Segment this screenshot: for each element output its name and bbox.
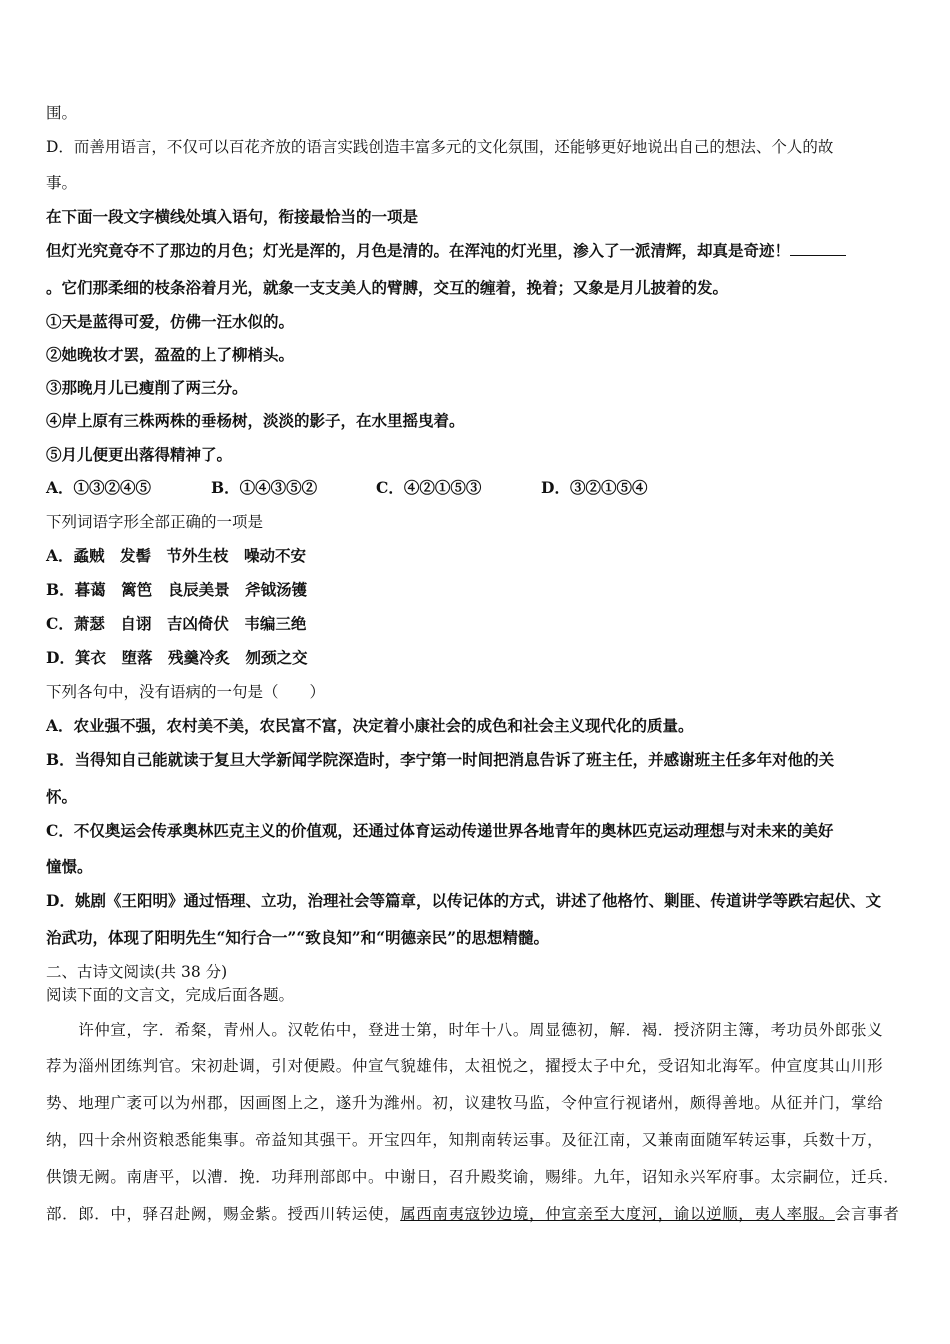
underlined-sentence: 属西南夷寇钞边境，仲宣亲至大度河，谕以逆顺，夷人率服。	[400, 1205, 835, 1223]
words-option-c: C．萧瑟 自诩 吉凶倚伏 韦编三绝	[46, 614, 307, 633]
fill-item-3: ③那晚月儿已瘦削了两三分。	[46, 378, 248, 397]
fill-passage-line1	[46, 241, 846, 261]
words-option-a: A．蟊贼 发髻 节外生枝 噪动不安	[46, 546, 307, 565]
sentence-option-d-line2: 治武功，体现了阳明先生“知行合一”“致良知”和“明德亲民”的思想精髓。	[46, 928, 549, 947]
words-option-b: B．暮蔼 篱笆 良辰美景 斧钺汤镬	[46, 580, 308, 599]
fill-option-d: D．③②①⑤④	[541, 478, 648, 497]
classical-text-segment: 部．郎．中，驿召赴阙，赐金紫。授西川转运使，	[46, 1205, 401, 1223]
classical-text-line2: 荐为淄州团练判官。宋初赴调，引对便殿。仲宣气貌雄伟，太祖悦之，擢授太子中允，受诏知北海军。仲宣度其山川形	[46, 1057, 884, 1075]
option-d-line1: D．而善用语言，不仅可以百花齐放的语言实践创造丰富多元的文化氛围，还能够更好地说出自己的想法、个人的故	[46, 138, 834, 156]
classical-text-line1: 许仲宣，字．希粲，青州人。汉乾佑中，登进士第，时年十八。周显德初，解．褐．授济阴主簿，考功员外郎张义	[46, 1021, 884, 1039]
fill-item-1: ①天是蓝得可爱，仿佛一汪水似的。	[46, 312, 295, 331]
fill-option-c: C．④②①⑤③	[376, 478, 482, 497]
sentence-option-c-line1: C．不仅奥运会传承奥林匹克主义的价值观，还通过体育运动传递世界各地青年的奥林匹克运动理想与对未来的美好	[46, 821, 834, 840]
words-option-d: D．箕衣 堕落 残羹冷炙 刎颈之交	[46, 648, 308, 667]
classical-text-line4: 纳，四十余州资粮悉能集事。帝益知其强干。开宝四年，知荆南转运事。及征江南，又兼南面随军转运事，兵数十万，	[46, 1131, 884, 1149]
classical-text-line3: 势、地理广袤可以为州郡，因画图上之，遂升为潍州。初，议建牧马监，令仲宣行视诸州，颇得善地。从征并门，掌给	[46, 1094, 884, 1112]
question-fill-stem: 在下面一段文字横线处填入语句，衔接最恰当的一项是	[46, 207, 419, 226]
sentence-option-b-line1: B．当得知自己能就读于复旦大学新闻学院深造时，李宁第一时间把消息告诉了班主任，并感谢班主任多年对他的关	[46, 750, 835, 769]
fill-blank	[790, 241, 846, 256]
continuation-text: 围。	[46, 104, 78, 122]
classical-text-line5: 供馈无阙。南唐平，以漕．挽．功拜刑部郎中。中谢日，召升殿奖谕，赐绯。九年，诏知永兴军府事。太宗嗣位，迁兵．	[46, 1168, 900, 1186]
fill-option-a: A．①③②④⑤	[46, 478, 152, 497]
question-words-stem: 下列词语字形全部正确的一项是	[46, 513, 264, 531]
fill-item-4: ④岸上原有三株两株的垂杨树，淡淡的影子，在水里摇曳着。	[46, 411, 465, 430]
question-sentence-stem: 下列各句中，没有语病的一句是（ ）	[46, 683, 326, 701]
option-d-line2: 事。	[46, 174, 78, 192]
reading-instruction: 阅读下面的文言文，完成后面各题。	[46, 986, 295, 1004]
fill-item-5: ⑤月儿便更出落得精神了。	[46, 445, 233, 464]
sentence-option-a: A．农业强不强，农村美不美，农民富不富，决定着小康社会的成色和社会主义现代化的质量。	[46, 716, 694, 735]
sentence-option-d-line1: D．姚剧《王阳明》通过悟理、立功，治理社会等篇章，以传记体的方式，讲述了他格竹、剿匪、传道讲学等跌宕起伏、文	[46, 891, 881, 910]
fill-item-2: ②她晚妆才罢，盈盈的上了柳梢头。	[46, 345, 295, 364]
classical-text-segment: 会言事者	[834, 1205, 900, 1223]
fill-passage-line2: 。它们那柔细的枝条浴着月光，就象一支支美人的臂膊，交互的缠着，挽着；又象是月儿披着的发。	[46, 278, 729, 297]
fill-passage-text: 但灯光究竟夺不了那边的月色；灯光是浑的，月色是清的。在浑沌的灯光里，渗入了一派清辉，却真是奇迹！	[46, 241, 791, 260]
fill-option-b: B．①④③⑤②	[211, 478, 318, 497]
section-title: 二、古诗文阅读(共 38 分)	[46, 963, 228, 981]
sentence-option-b-line2: 怀。	[46, 787, 78, 806]
sentence-option-c-line2: 憧憬。	[46, 857, 93, 876]
classical-text-line6	[46, 1204, 899, 1224]
